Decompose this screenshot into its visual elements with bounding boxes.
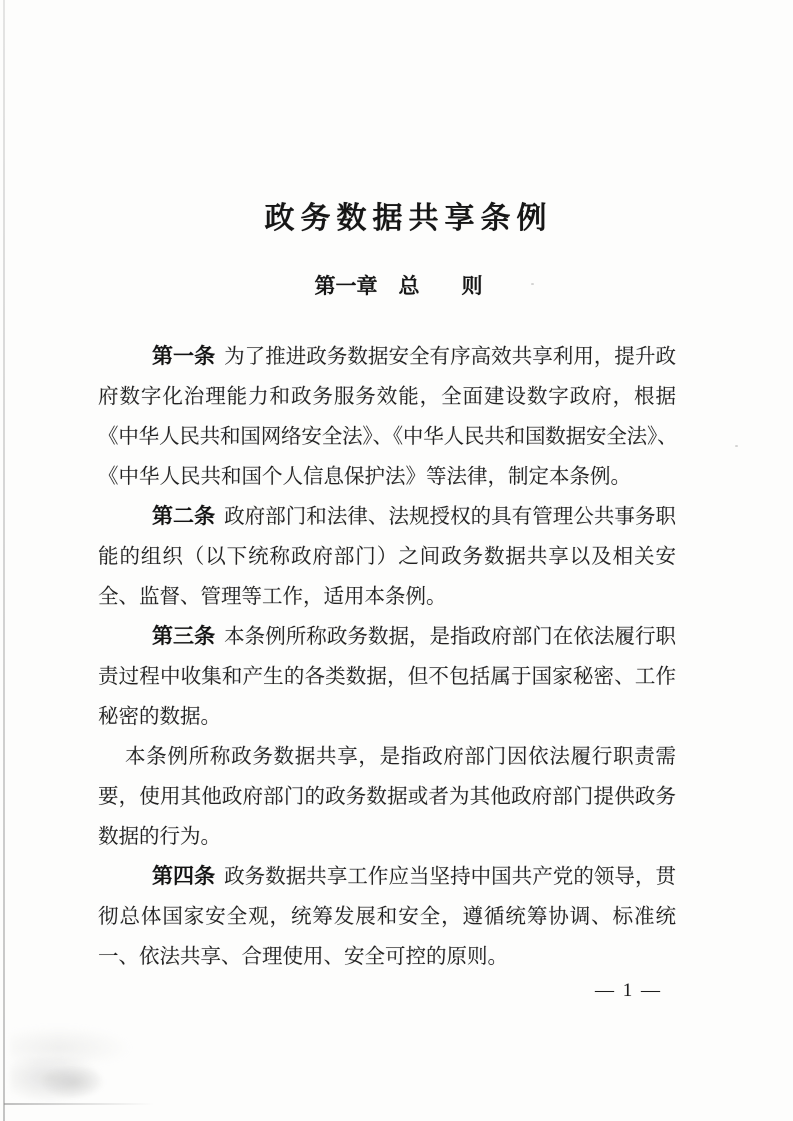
text-line: 要，使用其他政府部门的政务数据或者为其他政府部门提供政务	[98, 786, 676, 809]
article-number: 第四条	[152, 865, 216, 889]
text-line: 《中华人民共和国网络安全法》、《中华人民共和国数据安全法》、	[98, 425, 676, 448]
scan-edge-artifact	[3, 0, 5, 1121]
chapter-heading: 第一章 总 则	[314, 275, 483, 298]
article-1	[98, 337, 676, 497]
document-title: 政务数据共享条例	[264, 202, 553, 235]
document-body	[98, 337, 676, 978]
text-line: 彻总体国家安全观，统筹发展和安全，遵循统筹协调、标准统	[98, 906, 676, 929]
text-segment: 为了推进政务数据安全有序高效共享利用，提升政	[224, 345, 676, 368]
text-segment: 本条例所称政务数据，是指政府部门在依法履行职	[224, 625, 676, 648]
article-number: 第一条	[152, 344, 216, 368]
text-line: 一、依法共享、合理使用、安全可控的原则。	[98, 946, 508, 969]
text-segment: 政务数据共享工作应当坚持中国共产党的领导，贯	[224, 866, 676, 889]
text-line: 责过程中收集和产生的各类数据，但不包括属于国家秘密、工作	[98, 665, 676, 688]
scan-smudge-artifact	[10, 1026, 132, 1062]
text-line	[98, 617, 676, 657]
scan-speck-artifact	[531, 283, 534, 285]
article-3	[98, 617, 676, 737]
text-segment: 政府部门和法律、法规授权的具有管理公共事务职	[224, 505, 676, 528]
text-line: 全、监督、管理等工作，适用本条例。	[98, 585, 447, 608]
page-number: — 1 —	[595, 980, 660, 1002]
scan-smudge-artifact	[42, 1066, 104, 1098]
text-line: 数据的行为。	[98, 826, 221, 849]
text-line: 《中华人民共和国个人信息保护法》等法律，制定本条例。	[98, 465, 631, 488]
text-line: 本条例所称政务数据共享，是指政府部门因依法履行职责需	[125, 745, 676, 768]
text-line: 府数字化治理能力和政务服务效能，全面建设数字政府，根据	[98, 385, 676, 408]
scan-speck-artifact	[735, 445, 738, 447]
article-2	[98, 497, 676, 617]
article-number: 第三条	[152, 624, 216, 648]
text-line: 能的组织（以下统称政府部门）之间政务数据共享以及相关安	[98, 545, 676, 568]
text-line	[98, 497, 676, 537]
text-line	[98, 857, 676, 897]
text-line	[98, 337, 676, 377]
article-number: 第二条	[152, 504, 216, 528]
scan-edge-artifact	[4, 1103, 154, 1105]
text-line: 秘密的数据。	[98, 705, 221, 728]
article-3-paragraph-2	[98, 737, 676, 857]
article-4	[98, 857, 676, 977]
